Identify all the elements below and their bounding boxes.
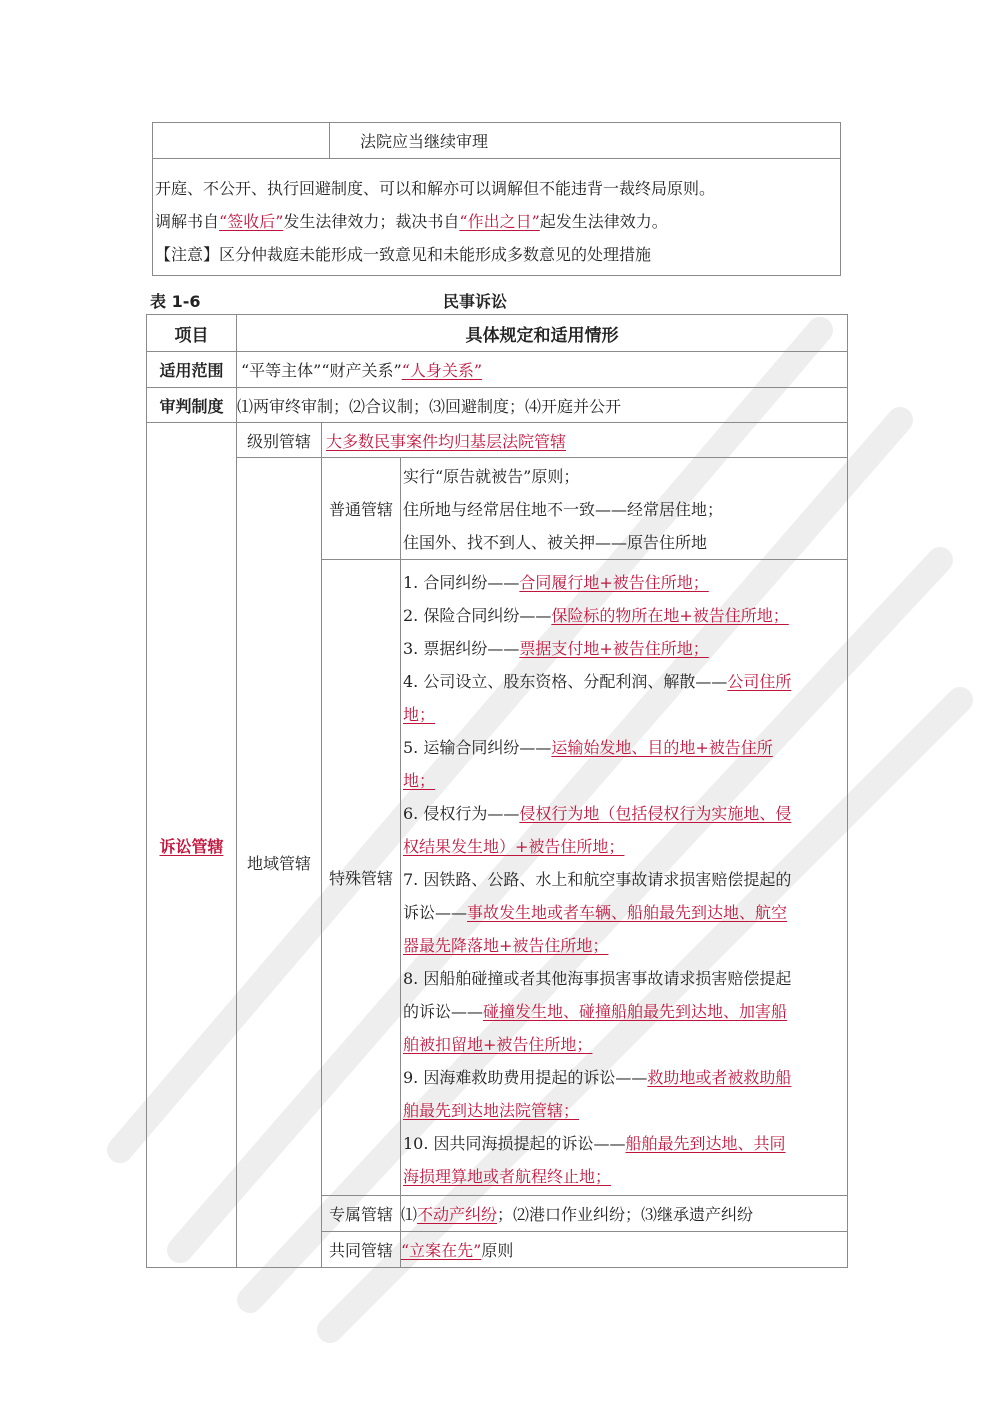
special-line-9b: 舶最先到达地法院管辖； — [403, 1101, 580, 1120]
special-line-10: 10. 因共同海损提起的诉讼——船舶最先到达地、共同 — [403, 1134, 786, 1153]
header-item: 项目 — [146, 314, 237, 352]
top-table-notes — [152, 158, 841, 276]
joint-label: 共同管辖 — [321, 1231, 401, 1268]
special-line-4b: 地； — [403, 705, 436, 724]
general-line-1: 实行“原告就被告”原则； — [403, 467, 580, 486]
general-content — [400, 457, 848, 560]
level-content: 大多数民事案件均归基层法院管辖 — [321, 422, 848, 458]
special-line-2: 2. 保险合同纠纷——保险标的物所在地+被告住所地； — [403, 606, 789, 625]
special-line-8c: 舶被扣留地+被告住所地； — [403, 1035, 593, 1054]
special-label: 特殊管辖 — [321, 559, 401, 1196]
special-line-9: 9. 因海难救助费用提起的诉讼——救助地或者被救助船 — [403, 1068, 792, 1087]
level-label: 级别管辖 — [236, 422, 322, 458]
special-line-4: 4. 公司设立、股东资格、分配利润、解散——公司住所 — [403, 672, 792, 691]
special-line-7c: 器最先降落地+被告住所地； — [403, 936, 609, 955]
general-line-3: 住国外、找不到人、被关押——原告住所地 — [403, 533, 708, 552]
special-line-6: 6. 侵权行为——侵权行为地（包括侵权行为实施地、侵 — [403, 804, 792, 823]
scope-label: 适用范围 — [146, 351, 237, 388]
scope-content: “平等主体”“财产关系” “人身关系” — [236, 351, 848, 388]
header-content: 具体规定和适用情形 — [236, 314, 848, 352]
special-line-7: 7. 因铁路、公路、水上和航空事故请求损害赔偿提起的 — [403, 870, 792, 889]
trial-content: ⑴两审终审制；⑵合议制；⑶回避制度；⑷开庭并公开 — [236, 387, 848, 423]
trial-label: 审判制度 — [146, 387, 237, 423]
note-line-3: 【注意】区分仲裁庭未能形成一致意见和未能形成多数意见的处理措施 — [155, 245, 652, 264]
top-table-row1-left — [152, 122, 330, 159]
special-line-1: 1. 合同纠纷——合同履行地+被告住所地； — [403, 573, 709, 592]
special-line-5: 5. 运输合同纠纷——运输始发地、目的地+被告住所 — [403, 738, 773, 757]
exclusive-content: ⑴ 不动产纠纷 ；⑵港口作业纠纷；⑶继承遗产纠纷 — [400, 1195, 848, 1232]
special-line-3: 3. 票据纠纷——票据支付地+被告住所地； — [403, 639, 709, 658]
general-label: 普通管辖 — [321, 457, 401, 560]
table-number: 表 1-6 — [150, 292, 201, 311]
territorial-label: 地域管辖 — [236, 457, 322, 1268]
top-table-row1-right: 法院应当继续审理 — [329, 122, 841, 159]
special-content — [400, 559, 848, 1196]
jurisdiction-label: 诉讼管辖 — [146, 422, 237, 1268]
special-line-5b: 地； — [403, 771, 436, 790]
special-line-7b: 诉讼——事故发生地或者车辆、船舶最先到达地、航空 — [403, 903, 788, 922]
special-line-6b: 权结果发生地）+被告住所地； — [403, 837, 625, 856]
exclusive-label: 专属管辖 — [321, 1195, 401, 1232]
special-line-8: 8. 因船舶碰撞或者其他海事损害事故请求损害赔偿提起 — [403, 969, 792, 988]
note-line-2: 调解书自“签收后”发生法律效力；裁决书自“作出之日”起发生法律效力。 — [155, 212, 668, 231]
table-title: 民事诉讼 — [443, 292, 508, 311]
general-line-2: 住所地与经常居住地不一致——经常居住地； — [403, 500, 724, 519]
special-line-8b: 的诉讼——碰撞发生地、碰撞船舶最先到达地、加害船 — [403, 1002, 788, 1021]
special-line-10b: 海损理算地或者航程终止地； — [403, 1167, 612, 1186]
joint-content: “立案在先” 原则 — [400, 1231, 848, 1268]
note-line-1: 开庭、不公开、执行回避制度、可以和解亦可以调解但不能违背一裁终局原则。 — [155, 179, 716, 198]
